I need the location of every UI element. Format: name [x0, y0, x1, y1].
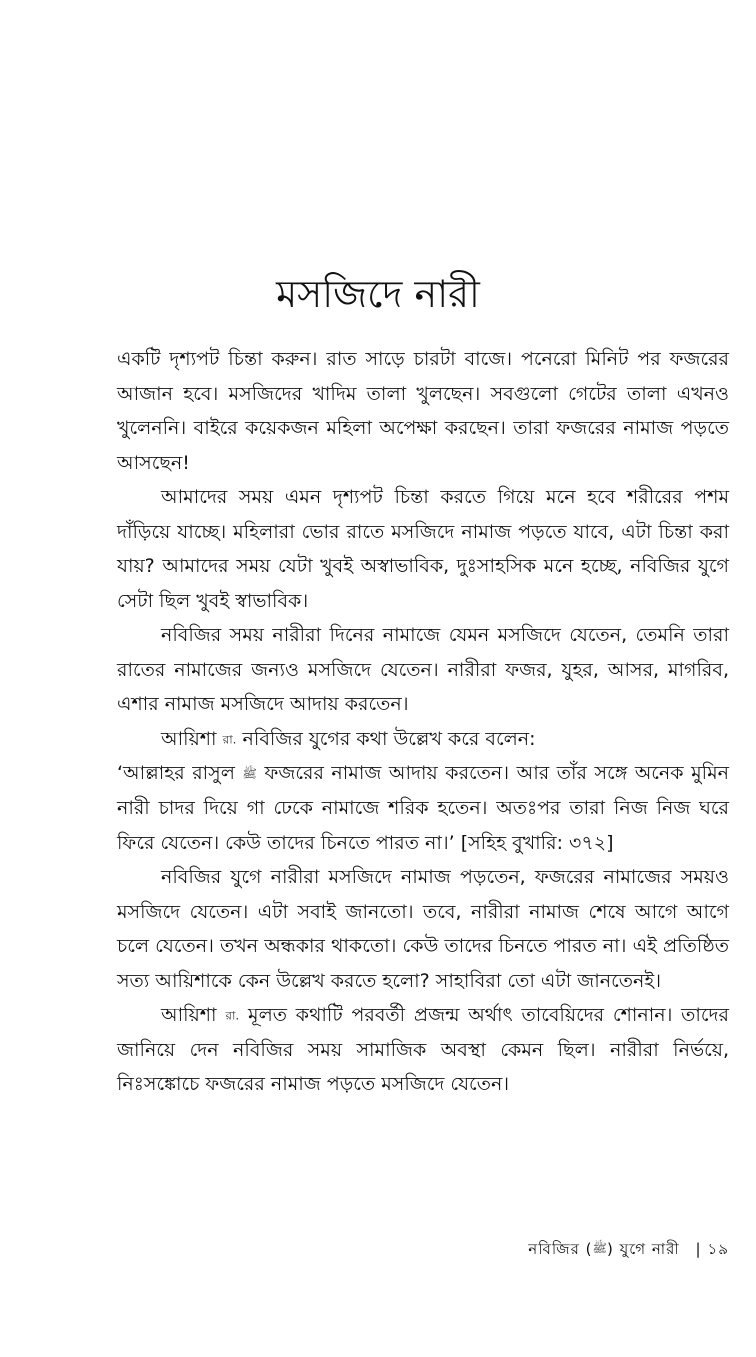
quote-intro-name: আয়িশা [161, 727, 217, 750]
footer-separator: | [695, 1240, 702, 1258]
honorific-mark: ﷺ [242, 766, 257, 781]
running-footer [528, 1238, 729, 1263]
footer-honorific: ﷺ [592, 1241, 607, 1255]
paragraph-2: আমাদের সময় এমন দৃশ্যপট চিন্তা করতে গিয়ে মনে হবে শরীরের পশম দাঁড়িয়ে যাচ্ছে। মহিলারা ভোর রাতে মসজিদে নামাজ পড়তে যাবে, এটা চিন্তা করা যায়? আমাদের সময় যেটা খুবই অস্বাভাবিক, দুঃসাহসিক মনে হচ্ছে, নবিজির যুগে সেটা ছিল খুবই স্বাভাবিক। [117, 486, 729, 612]
honorific-mark: রা. [225, 1008, 240, 1023]
paragraph-3: নবিজির সময় নারীরা দিনের নামাজে যেমন মসজিদে যেতেন, তেমনি তারা রাতের নামাজের জন্যও মসজিদে যেতেন। নারীরা ফজর, যুহর, আসর, মাগরিব, এশার নামাজ মসজিদে আদায় করতেন। [117, 624, 729, 715]
paragraph-5-text: মূলত কথাটি পরবর্তী প্রজন্ম অর্থাৎ তাবেয়িদের শোনান। তাদের জানিয়ে দেন নবিজির সময় সামাজিক অবস্থা কেমন ছিল। নারীরা নির্ভয়ে, নিঃসঙ্কোচে ফজরের নামাজ পড়তে মসজিদে যেতেন। [117, 1004, 729, 1096]
paragraph-1: একটি দৃশ্যপট চিন্তা করুন। রাত সাড়ে চারটা বাজে। পনেরো মিনিট পর ফজরের আজান হবে। মসজিদের খাদিম তালা খুলছেন। সবগুলো গেটের তালা এখনও খুলেননি। বাইরে কয়েকজন মহিলা অপেক্ষা করছেন। তারা ফজরের নামাজ পড়তে আসছেন! [117, 348, 729, 474]
hadith-quote [117, 756, 729, 860]
paragraph-5 [117, 998, 729, 1102]
quote-text-start: ‘আল্লাহর রাসুল [117, 762, 235, 785]
book-title-end: ) যুগে নারী [606, 1240, 680, 1258]
chapter-title: মসজিদে নারী [276, 272, 480, 317]
quote-intro-text: নবিজির যুগের কথা উল্লেখ করে বলেন: [242, 727, 536, 750]
honorific-mark: রা. [222, 731, 237, 746]
quote-text-rest: ফজরের নামাজ আদায় করতেন। আর তাঁর সঙ্গে অনেক মুমিন নারী চাদর দিয়ে গা ঢেকে নামাজে শরিক হতেন। অতঃপর তারা নিজ নিজ ঘরে ফিরে যেতেন। কেউ তাদের চিনতে পারত না।’ [সহিহ বুখারি: ৩৭২] [117, 762, 729, 854]
book-title-start: নবিজির ( [528, 1240, 593, 1258]
page-number: ১৯ [707, 1240, 729, 1258]
quote-intro [117, 722, 729, 757]
paragraph-5-name: আয়িশা [161, 1004, 217, 1026]
paragraph-4: নবিজির যুগে নারীরা মসজিদে নামাজ পড়তেন, ফজরের নামাজের সময়ও মসজিদে যেতেন। এটা সবাই জানতো। তবে, নারীরা নামাজ শেষে আগে আগে চলে যেতেন। তখন অন্ধকার থাকতো। কেউ তাদের চিনতে পারত না। এই প্রতিষ্ঠিত সত্য আয়িশাকে কেন উল্লেখ করতে হলো? সাহাবিরা তো এটা জানতেনই। [117, 866, 729, 992]
chapter-body [117, 342, 729, 1102]
